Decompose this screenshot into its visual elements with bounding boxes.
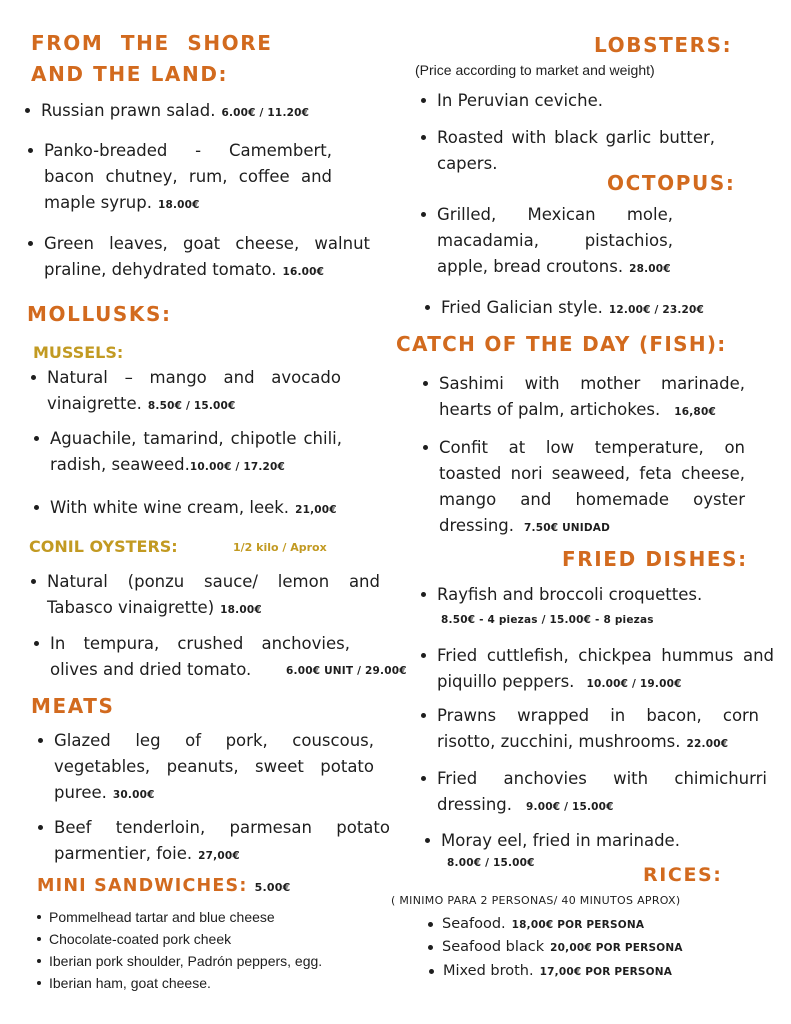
menu-item bbox=[441, 295, 761, 323]
menu-item bbox=[437, 202, 673, 282]
list-item: Pommelhead tartar and blue cheese bbox=[49, 906, 275, 928]
menu-item bbox=[47, 569, 380, 623]
menu-item bbox=[437, 766, 767, 820]
menu-item bbox=[47, 365, 341, 419]
dish-name: Russian prawn salad. bbox=[41, 101, 216, 120]
dish-name: Roasted with black garlic butter, capers. bbox=[437, 128, 715, 173]
sandwiches-header bbox=[37, 876, 290, 896]
dish-name: Panko-breaded - Camembert, bacon chutney, rum, coffee and maple syrup. bbox=[44, 141, 332, 212]
dish-name: Mixed broth. bbox=[443, 963, 534, 979]
menu-item bbox=[54, 815, 390, 869]
menu-item bbox=[44, 231, 370, 285]
sandwiches-price: 5.00€ bbox=[254, 881, 291, 894]
dish-price: 16,80€ bbox=[674, 406, 716, 418]
menu-item bbox=[44, 138, 332, 218]
dish-name: Rayfish and broccoli croquettes. bbox=[437, 585, 703, 604]
dish-price: 9.00€ / 15.00€ bbox=[526, 801, 614, 813]
subsection-title-oysters: CONIL OYSTERS: bbox=[29, 537, 178, 556]
dish-name: Fried cuttlefish, chickpea hummus and piquillo peppers. bbox=[437, 646, 774, 691]
dish-price: 30.00€ bbox=[112, 789, 155, 801]
menu-item bbox=[50, 495, 390, 523]
dish-price: 8.50€ / 15.00€ bbox=[147, 400, 236, 412]
dish-name: Seafood. bbox=[442, 916, 506, 932]
shore-title-line1: FROM THE SHORE bbox=[31, 31, 273, 55]
dish-name: Prawns wrapped in bacon, corn risotto, zucchini, mushrooms. bbox=[437, 706, 759, 751]
dish-name: In tempura, crushed anchovies, olives and dried tomato. bbox=[50, 634, 350, 679]
list-item: Iberian ham, goat cheese. bbox=[49, 972, 211, 994]
dish-price: 18.00€ bbox=[220, 604, 262, 616]
section-title-sandwiches: MINI SANDWICHES: bbox=[37, 876, 248, 896]
menu-item bbox=[50, 426, 342, 480]
menu-item bbox=[437, 643, 774, 697]
section-title-catch: CATCH OF THE DAY (FISH): bbox=[396, 332, 727, 356]
dish-price: 21,00€ bbox=[295, 504, 337, 516]
dish-price: 10.00€ / 17.20€ bbox=[189, 461, 286, 473]
dish-name: With white wine cream, leek. bbox=[50, 498, 290, 517]
dish-name: Fried Galician style. bbox=[441, 298, 603, 317]
dish-name: Moray eel, fried in marinade. bbox=[441, 831, 680, 850]
section-title-shore bbox=[31, 28, 273, 90]
menu-item bbox=[442, 912, 644, 937]
dish-price: 16.00€ bbox=[282, 266, 325, 278]
menu-item bbox=[439, 435, 745, 541]
dish-name: Natural (ponzu sauce/ lemon and Tabasco vinaigrette) bbox=[47, 572, 380, 617]
list-item: Iberian pork shoulder, Padrón peppers, egg. bbox=[49, 950, 322, 972]
dish-name: Beef tenderloin, parmesan potato parmentier, foie. bbox=[54, 818, 390, 863]
dish-price: 27,00€ bbox=[198, 850, 240, 862]
dish-price: 6.00€ / 11.20€ bbox=[221, 107, 310, 119]
rices-note: ( MINIMO PARA 2 PERSONAS/ 40 MINUTOS APROX) bbox=[391, 894, 681, 907]
section-title-meats: MEATS bbox=[31, 694, 115, 718]
oysters-note: 1/2 kilo / Aprox bbox=[233, 541, 327, 554]
menu-item bbox=[41, 98, 341, 126]
menu-item bbox=[442, 935, 683, 960]
dish-price: 8.00€ / 15.00€ bbox=[447, 857, 535, 869]
dish-price: 8.50€ - 4 piezas / 15.00€ - 8 piezas bbox=[441, 614, 654, 626]
menu-item bbox=[439, 371, 745, 425]
dish-name: Fried anchovies with chimichurri dressing. bbox=[437, 769, 767, 814]
dish-price: 20,00€ POR PERSONA bbox=[550, 942, 683, 954]
subsection-title-mussels: MUSSELS: bbox=[33, 343, 124, 362]
dish-price: 6.00€ UNIT / 29.00€ bbox=[286, 665, 407, 677]
menu-item bbox=[437, 703, 759, 757]
dish-name: Green leaves, goat cheese, walnut praline, dehydrated tomato. bbox=[44, 234, 370, 279]
shore-title-line2: AND THE LAND: bbox=[31, 62, 229, 86]
dish-name: Confit at low temperature, on toasted nori seaweed, feta cheese, mango and homemade oyster dressing. bbox=[439, 438, 745, 535]
section-title-lobsters: LOBSTERS: bbox=[594, 33, 733, 57]
section-title-rices: RICES: bbox=[643, 864, 723, 886]
menu-item bbox=[437, 88, 717, 114]
dish-price: 17,00€ POR PERSONA bbox=[539, 966, 673, 978]
dish-price: 22.00€ bbox=[686, 738, 729, 750]
dish-price: 12.00€ / 23.20€ bbox=[608, 304, 705, 316]
menu-item bbox=[443, 959, 672, 984]
dish-name: Seafood black bbox=[442, 939, 545, 955]
menu-item bbox=[54, 728, 374, 808]
dish-price: 28.00€ bbox=[629, 263, 671, 275]
menu-item bbox=[437, 582, 757, 608]
dish-name: In Peruvian ceviche. bbox=[437, 91, 603, 110]
dish-name: Aguachile, tamarind, chipotle chili, radish, seaweed. bbox=[50, 429, 342, 474]
dish-name: Grilled, Mexican mole, macadamia, pistachios, apple, bread croutons. bbox=[437, 205, 673, 276]
list-item: Chocolate-coated pork cheek bbox=[49, 928, 231, 950]
dish-name: Natural – mango and avocado vinaigrette. bbox=[47, 368, 341, 413]
section-title-fried: FRIED DISHES: bbox=[562, 547, 748, 571]
dish-name: Sashimi with mother marinade, hearts of palm, artichokes. bbox=[439, 374, 745, 419]
dish-price: 10.00€ / 19.00€ bbox=[586, 678, 682, 690]
dish-price: 18,00€ POR PERSONA bbox=[511, 919, 645, 931]
dish-price: 18.00€ bbox=[157, 199, 200, 211]
section-title-octopus: OCTOPUS: bbox=[607, 171, 736, 195]
lobsters-note: (Price according to market and weight) bbox=[415, 62, 655, 78]
dish-name: Glazed leg of pork, couscous, vegetables, peanuts, sweet potato puree. bbox=[54, 731, 374, 802]
dish-price: 7.50€ UNIDAD bbox=[524, 522, 611, 534]
menu-item bbox=[437, 125, 715, 177]
section-title-mollusks: MOLLUSKS: bbox=[27, 302, 172, 326]
menu-item bbox=[441, 828, 761, 854]
